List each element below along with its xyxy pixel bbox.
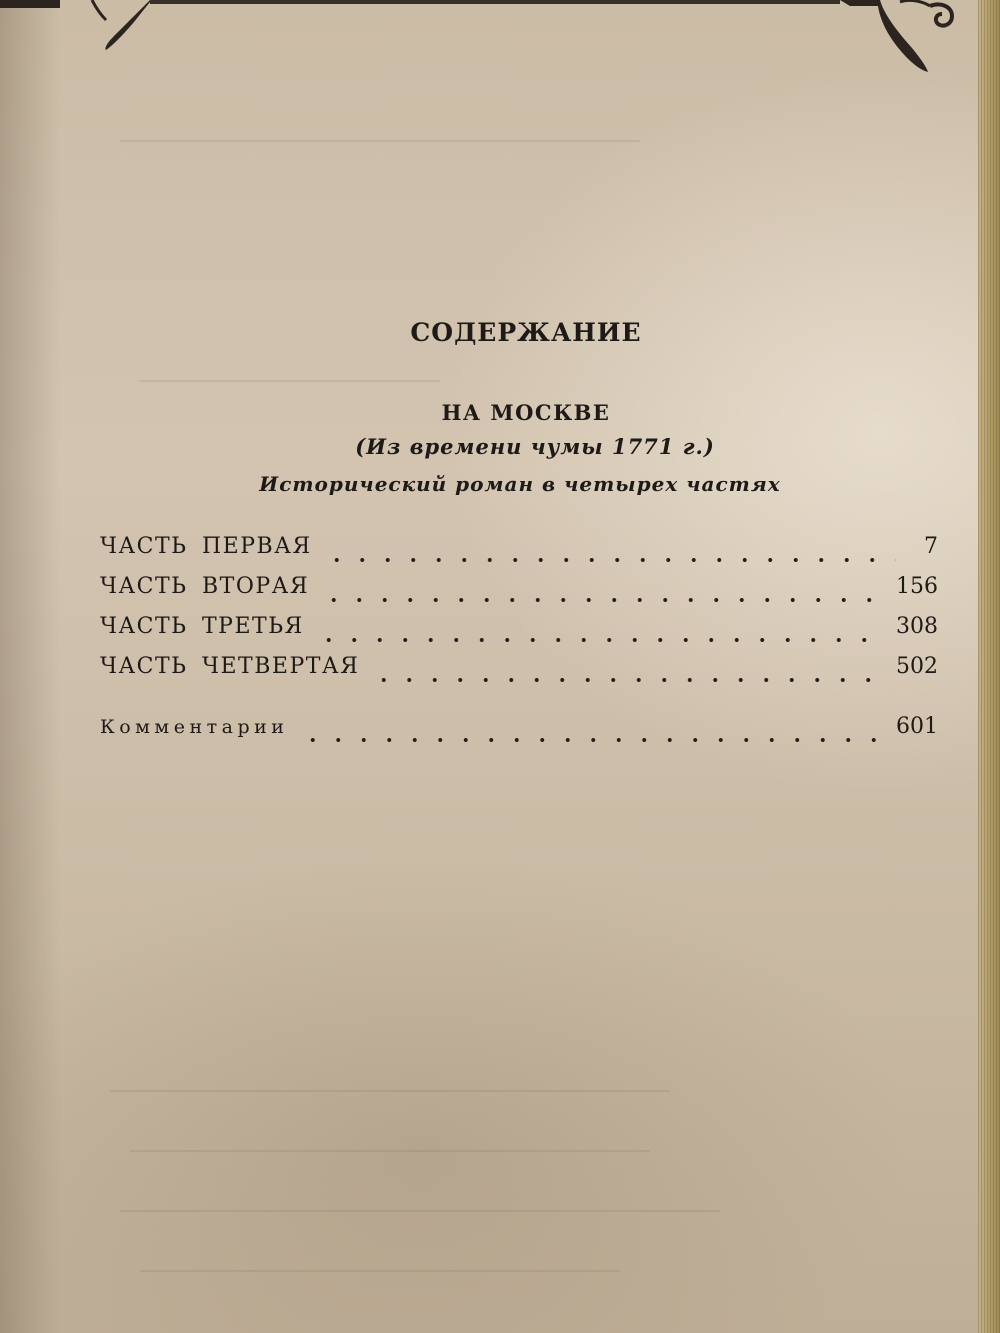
bleed-through-line — [120, 1210, 720, 1212]
toc-entry-page: 156 — [896, 574, 938, 599]
toc-entry-label: ЧАСТЬ ТРЕТЬЯ — [100, 614, 304, 639]
table-of-contents — [100, 534, 938, 754]
bleed-through-line — [140, 380, 440, 382]
work-subtitle: (Из времени чумы 1771 г.) — [355, 434, 715, 459]
toc-entry-label: ЧАСТЬ ЧЕТВЕРТАЯ — [100, 654, 360, 679]
bleed-through-line — [140, 1270, 620, 1272]
toc-entry-comments[interactable] — [100, 714, 938, 754]
dot-leader — [321, 597, 884, 603]
toc-entry-part-4[interactable] — [100, 654, 938, 694]
bleed-through-line — [120, 140, 640, 142]
bleed-through-line — [110, 1090, 670, 1092]
header-ornament — [0, 0, 1000, 80]
dot-leader — [371, 677, 884, 683]
toc-entry-label: Комментарии — [100, 716, 289, 738]
dot-leader — [316, 637, 884, 643]
toc-entry-part-3[interactable] — [100, 614, 938, 654]
toc-entry-page: 601 — [896, 714, 938, 739]
toc-entry-page: 308 — [896, 614, 938, 639]
work-genre: Исторический роман в четырех частях — [259, 472, 781, 496]
toc-entry-part-2[interactable] — [100, 574, 938, 614]
toc-entry-label: ЧАСТЬ ВТОРАЯ — [100, 574, 310, 599]
toc-entry-label: ЧАСТЬ ПЕРВАЯ — [100, 534, 312, 559]
page-edge-lines — [978, 0, 1000, 1333]
bleed-through-line — [130, 1150, 650, 1152]
toc-entry-page: 502 — [896, 654, 938, 679]
dot-leader — [324, 557, 896, 563]
work-title: НА МОСКВЕ — [441, 400, 611, 425]
page-title: СОДЕРЖАНИЕ — [410, 318, 642, 347]
toc-entry-part-1[interactable] — [100, 534, 938, 574]
spine-shadow — [0, 0, 60, 1333]
dot-leader — [300, 737, 884, 743]
toc-entry-page: 7 — [924, 534, 938, 559]
